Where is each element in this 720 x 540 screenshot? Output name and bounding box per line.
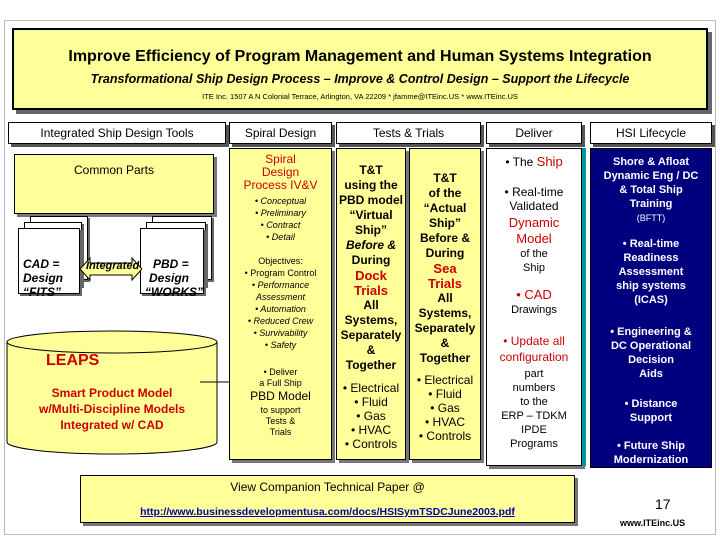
tests-actual <box>410 171 480 366</box>
site-url: www.ITEinc.US <box>620 518 686 528</box>
tests-left-panel <box>336 148 406 460</box>
deliver-realtime <box>487 185 581 213</box>
spiral-phases <box>230 195 331 243</box>
hsi-engineering <box>591 325 711 381</box>
tt-line: using the <box>344 178 398 192</box>
deliver-line-2: a Full Ship <box>259 378 302 388</box>
pbd-card <box>140 228 204 299</box>
deliver-ship-prefix: • The <box>505 155 537 169</box>
hsi-shore-line: Shore & Afloat <box>613 156 689 168</box>
spiral-panel <box>229 148 332 460</box>
system-item: • Controls <box>418 429 472 443</box>
spiral-title-2: Design <box>261 165 300 179</box>
system-item: • Controls <box>344 437 398 451</box>
system-item: • Electrical <box>416 373 474 387</box>
hsi-eng-line: Decision <box>628 354 674 366</box>
hsi-distance <box>591 397 711 425</box>
cad-line-3: “FITS” <box>23 285 61 299</box>
dock-trials-label: Dock <box>355 268 387 283</box>
deliver-cad <box>487 287 581 316</box>
deliver-of-ship <box>487 247 581 275</box>
tt-line: & <box>366 343 376 357</box>
deliver-rt-2: Validated <box>509 199 559 213</box>
hsi-rt-line: Assessment <box>618 266 684 278</box>
tt-line: PBD model <box>338 193 403 207</box>
system-item: • Gas <box>430 401 460 415</box>
tt-line: “Virtual <box>349 208 393 222</box>
tt-line: Together <box>345 358 397 372</box>
column-header-tests: Tests & Trials <box>336 122 481 144</box>
deliver-part-numbers <box>487 367 581 451</box>
contact-line: ITE Inc. 1507 A N Colonial Terrace, Arlington, VA 22209 * jfamme@ITEinc.US * www.ITEinc.US <box>202 92 518 101</box>
spiral-phase: • Detail <box>266 232 295 242</box>
deliver-cad-label: • CAD <box>516 287 552 302</box>
objective-item: • Survivability <box>253 328 308 338</box>
objective-item: Assessment <box>255 292 306 302</box>
hsi-rt-line: • Real-time <box>622 238 680 250</box>
tests-virtual <box>337 163 405 373</box>
common-parts-label: Common Parts <box>73 163 155 177</box>
objective-item: Objectives: <box>258 256 303 266</box>
deliver-upd-2: configuration <box>499 350 569 364</box>
companion-paper-box <box>80 475 575 523</box>
hsi-panel <box>590 148 712 468</box>
sea-trials-label: Sea <box>433 261 457 276</box>
system-item: • HVAC <box>351 423 391 437</box>
deliver-update <box>487 333 581 365</box>
hsi-shore-line: & Total Ship <box>619 184 683 196</box>
tt-line: Separately <box>340 328 402 342</box>
deliver-line-1: • Deliver <box>263 367 298 377</box>
companion-paper-link[interactable]: http://www.businessdevelopmentusa.com/docs/HSISymTSDCJune2003.pdf <box>140 506 515 518</box>
page-number: 17 <box>655 496 671 512</box>
tt-line: Separately <box>414 321 476 335</box>
spiral-deliver <box>230 367 331 389</box>
objective-item: • Reduced Crew <box>247 316 314 326</box>
hsi-shore-line: Training <box>629 198 673 210</box>
objective-item: • Automation <box>255 304 306 314</box>
column-header-deliver: Deliver <box>486 122 582 144</box>
objective-item: • Performance <box>251 280 310 290</box>
deliver-upd-1: • Update all <box>503 334 565 348</box>
hsi-shore <box>591 155 711 225</box>
support-line-2: Tests & <box>265 416 296 426</box>
deliver-panel <box>486 148 582 466</box>
cad-card <box>18 228 80 299</box>
header-banner <box>12 28 708 110</box>
tt-line: All <box>437 291 453 305</box>
spiral-phase: • Conceptual <box>254 196 307 206</box>
deliver-ship-word: Ship <box>536 154 563 169</box>
spiral-phase: • Contract <box>260 220 301 230</box>
common-parts-card <box>14 154 214 214</box>
support-line-1: to support <box>260 405 301 415</box>
spiral-objectives <box>230 255 331 351</box>
tt-line: Together <box>419 351 471 365</box>
tests-left-systems <box>337 381 405 451</box>
pbd-model-label: PBD Model <box>250 389 311 403</box>
objective-item: • Program Control <box>244 268 317 278</box>
deliver-part-line: IPDE <box>521 424 547 436</box>
spiral-title <box>230 153 331 192</box>
tt-line: Before & <box>419 231 470 245</box>
leaps-database <box>6 330 218 456</box>
hsi-readiness <box>591 237 711 307</box>
spiral-phase: • Preliminary <box>255 208 306 218</box>
spiral-title-1: Spiral <box>265 152 296 166</box>
pbd-line-3: “WORKS” <box>145 285 203 299</box>
deliver-dyn-2: Model <box>516 231 552 246</box>
tt-line: Ship” <box>355 223 387 237</box>
system-item: • HVAC <box>425 415 465 429</box>
system-item: • Gas <box>356 409 386 423</box>
deliver-dynamic <box>487 215 581 247</box>
tt-line: Ship” <box>429 216 461 230</box>
pbd-line-1: PBD = <box>153 257 189 271</box>
deliver-part-line: Programs <box>510 438 558 450</box>
tt-line: Before & <box>345 238 396 252</box>
hsi-future <box>591 439 711 467</box>
hsi-eng-line: DC Operational <box>610 340 692 352</box>
hsi-bftt: (BFTT) <box>636 213 666 223</box>
hsi-future-line: • Future Ship <box>616 440 685 452</box>
dock-trials-label: Trials <box>354 283 388 298</box>
tt-line: of the <box>428 186 462 200</box>
deliver-drawings: Drawings <box>511 304 557 316</box>
leaps-desc-3: Integrated w/ CAD <box>60 418 164 432</box>
hsi-rt-line: ship systems <box>616 280 686 292</box>
deliver-ship <box>487 155 581 169</box>
leaps-desc-2: w/Multi-Discipline Models <box>38 402 185 416</box>
tt-line: During <box>425 246 465 260</box>
deliver-part-line: numbers <box>512 382 556 394</box>
page-subtitle: Transformational Ship Design Process – Improve & Control Design – Support the Lifecycle <box>90 72 630 86</box>
tt-line: & <box>440 336 450 350</box>
cad-line-1: CAD = <box>23 257 60 271</box>
support-line-3: Trials <box>269 427 292 437</box>
spiral-support <box>230 405 331 438</box>
tt-line: All <box>363 298 379 312</box>
spiral-title-3: Process IV&V <box>243 178 318 192</box>
objective-item: • Safety <box>264 340 297 350</box>
column-header-spiral: Spiral Design <box>229 122 332 144</box>
tt-line: Systems, <box>344 313 398 327</box>
hsi-future-line: Modernization <box>613 454 689 466</box>
page-title: Improve Efficiency of Program Management and Human Systems Integration <box>68 48 652 65</box>
hsi-rt-line: Readiness <box>623 252 679 264</box>
hsi-dist-line: Support <box>629 412 673 424</box>
cad-line-2: Design <box>23 271 64 285</box>
hsi-eng-line: Aids <box>639 368 663 380</box>
tt-line: T&T <box>359 163 383 177</box>
pbd-line-2: Design <box>149 271 190 285</box>
column-header-hsi: HSI Lifecycle <box>590 122 712 144</box>
tt-line: “Actual <box>423 201 467 215</box>
column-header-tools: Integrated Ship Design Tools <box>8 122 226 144</box>
deliver-of-2: Ship <box>522 262 546 274</box>
system-item: • Electrical <box>342 381 400 395</box>
deliver-dyn-1: Dynamic <box>508 215 560 230</box>
sea-trials-label: Trials <box>428 276 462 291</box>
tt-line: During <box>351 253 391 267</box>
hsi-rt-line: (ICAS) <box>634 294 668 306</box>
integrated-label: Integrated <box>86 260 140 272</box>
deliver-part-line: ERP – TDKM <box>501 410 567 422</box>
tests-right-systems <box>410 373 480 443</box>
system-item: • Fluid <box>354 395 388 409</box>
deliver-part-line: to the <box>520 396 548 408</box>
companion-label: View Companion Technical Paper @ <box>230 480 425 494</box>
hsi-shore-line: Dynamic Eng / DC <box>603 170 699 182</box>
deliver-accent-bar <box>582 148 586 466</box>
tt-line: Systems, <box>418 306 472 320</box>
tests-right-panel <box>409 148 481 460</box>
hsi-dist-line: • Distance <box>624 398 678 410</box>
tt-line: T&T <box>433 171 457 185</box>
deliver-rt-1: • Real-time <box>504 185 564 199</box>
leaps-desc-1: Smart Product Model <box>51 386 173 400</box>
leaps-title: LEAPS <box>46 352 100 369</box>
deliver-part-line: part <box>524 368 544 380</box>
deliver-of-1: of the <box>520 248 548 260</box>
system-item: • Fluid <box>428 387 462 401</box>
hsi-eng-line: • Engineering & <box>610 326 692 338</box>
